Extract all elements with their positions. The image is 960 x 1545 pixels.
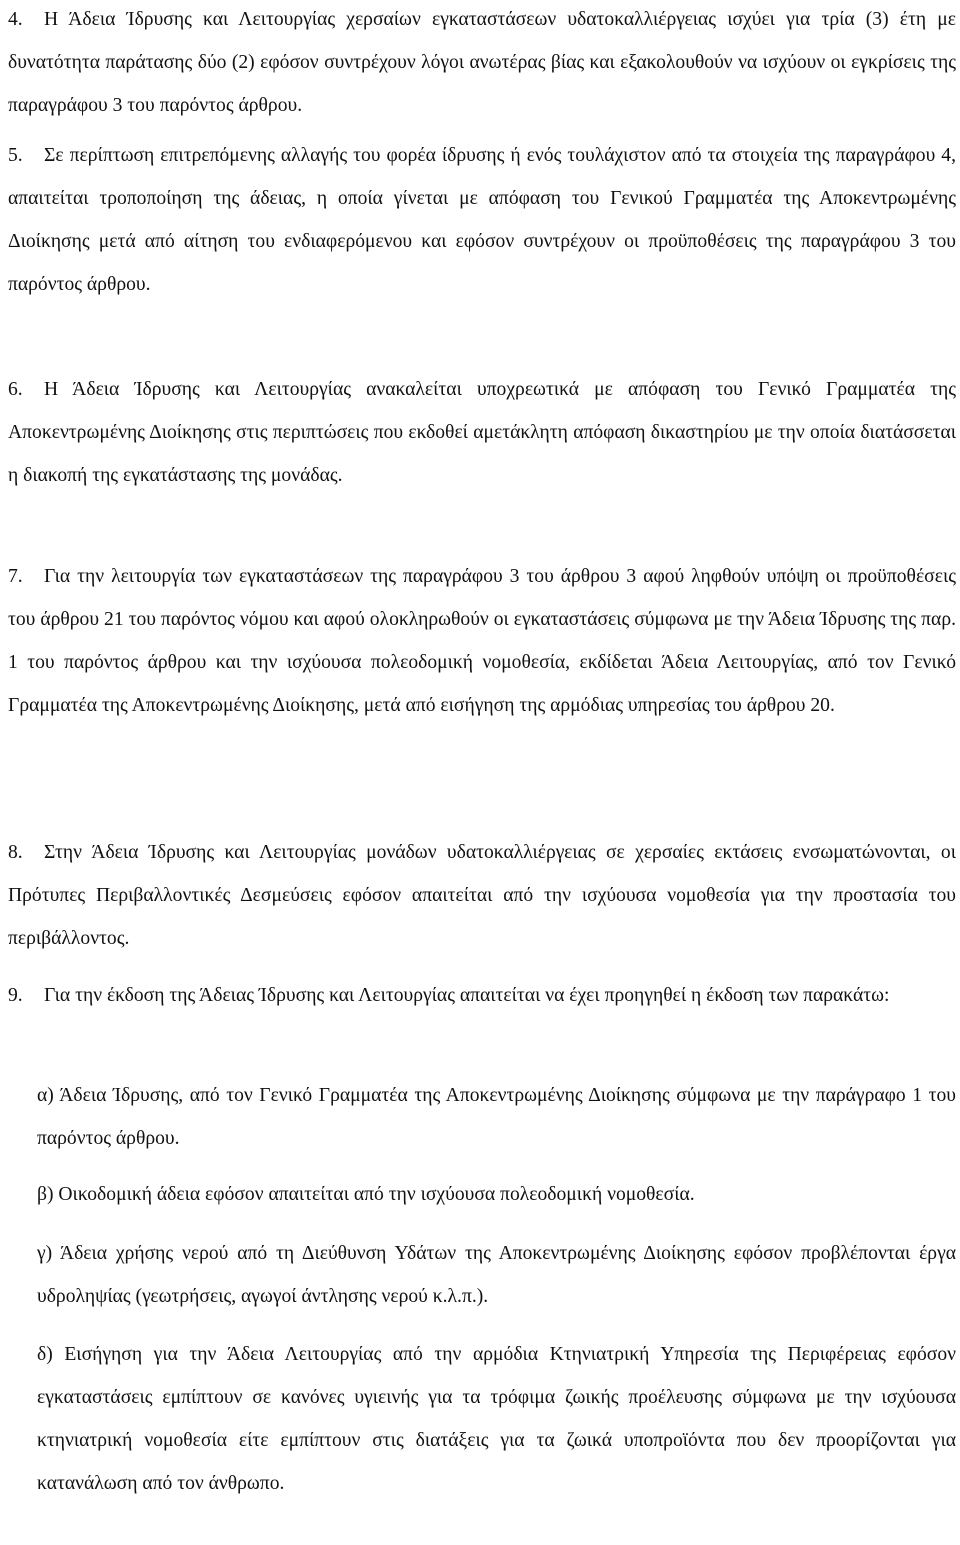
subitem-a: α) Άδεια Ίδρυσης, από τον Γενικό Γραμματέα της Αποκεντρωμένης Διοίκησης σύμφωνα με την παράγραφο 1 του παρόντος άρθρου. (37, 1085, 956, 1149)
paragraph-6 (8, 368, 956, 497)
subitem-d: δ) Εισήγηση για την Άδεια Λειτουργίας από την αρμόδια Κτηνιατρική Υπηρεσία της Περιφέρειας εφόσον εγκαταστάσεις εμπίπτουν σε κανόνες υγιεινής για τα τρόφιμα ζωικής προέλευσης σύμφωνα με την ισχύουσα κτηνιατρική νομοθεσία είτε εμπίπτουν στις διατάξεις για τα ζωικά υποπροϊόντα που δεν προορίζονται για κατανάλωση από τον άνθρωπο. (37, 1344, 956, 1494)
paragraph-text: Σε περίπτωση επιτρεπόμενης αλλαγής του φορέα ίδρυσης ή ενός τουλάχιστον από τα στοιχεία της παραγράφου 4, απαιτείται τροποποίηση της άδειας, η οποία γίνεται με απόφαση του Γενικού Γραμματέα της Αποκεντρωμένης Διοίκησης μετά από αίτηση του ενδιαφερόμενου και εφόσον συντρέχουν οι προϋποθέσεις της παραγράφου 3 του παρόντος άρθρου. (8, 145, 956, 295)
paragraph-9 (8, 974, 956, 1017)
paragraph-4 (8, 0, 956, 127)
paragraph-number: 6. (8, 379, 23, 400)
paragraph-number: 5. (8, 145, 23, 166)
paragraph-text: Στην Άδεια Ίδρυσης και Λειτουργίας μονάδων υδατοκαλλιέργειας σε χερσαίες εκτάσεις ενσωματώνονται, οι Πρότυπες Περιβαλλοντικές Δεσμεύσεις εφόσον απαιτείται από την ισχύουσα νομοθεσία για την προστασία του περιβάλλοντος. (8, 842, 956, 949)
paragraph-text: Για την λειτουργία των εγκαταστάσεων της παραγράφου 3 του άρθρου 3 αφού ληφθούν υπόψη οι προϋποθέσεις του άρθρου 21 του παρόντος νόμου και αφού ολοκληρωθούν οι εγκαταστάσεις σύμφωνα με την Άδεια Ίδρυσης της παρ. 1 του παρόντος άρθρου και την ισχύουσα πολεοδομική νομοθεσία, εκδίδεται Άδεια Λειτουργίας, από τον Γενικό Γραμματέα της Αποκεντρωμένης Διοίκησης, μετά από εισήγηση της αρμόδιας υπηρεσίας του άρθρου 20. (8, 566, 956, 716)
paragraph-text: Για την έκδοση της Άδειας Ίδρυσης και Λειτουργίας απαιτείται να έχει προηγηθεί η έκδοση των παρακάτω: (44, 985, 890, 1006)
subitem-b: β) Οικοδομική άδεια εφόσον απαιτείται από την ισχύουσα πολεοδομική νομοθεσία. (37, 1184, 695, 1205)
paragraph-7 (8, 555, 956, 727)
paragraph-5 (8, 134, 956, 306)
paragraph-text: Η Άδεια Ίδρυσης και Λειτουργίας χερσαίων εγκαταστάσεων υδατοκαλλιέργειας ισχύει για τρία (3) έτη με δυνατότητα παράτασης δύο (2) εφόσον συντρέχουν λόγοι ανωτέρας βίας και εξακολουθούν να ισχύουν οι εγκρίσεις της παραγράφου 3 του παρόντος άρθρου. (8, 9, 956, 116)
paragraph-number: 9. (8, 985, 23, 1006)
subitem-c: γ) Άδεια χρήσης νερού από τη Διεύθυνση Υδάτων της Αποκεντρωμένης Διοίκησης εφόσον προβλέπονται έργα υδροληψίας (γεωτρήσεις, αγωγοί άντλησης νερού κ.λ.π.). (37, 1243, 956, 1307)
paragraph-8 (8, 831, 956, 960)
paragraph-text: Η Άδεια Ίδρυσης και Λειτουργίας ανακαλείται υποχρεωτικά με απόφαση του Γενικό Γραμματέα της Αποκεντρωμένης Διοίκησης στις περιπτώσεις που εκδοθεί αμετάκλητη απόφαση δικαστηρίου με την οποία διατάσσεται η διακοπή της εγκατάστασης της μονάδας. (8, 379, 956, 486)
paragraph-number: 4. (8, 9, 23, 30)
paragraph-number: 8. (8, 842, 23, 863)
paragraph-number: 7. (8, 566, 23, 587)
